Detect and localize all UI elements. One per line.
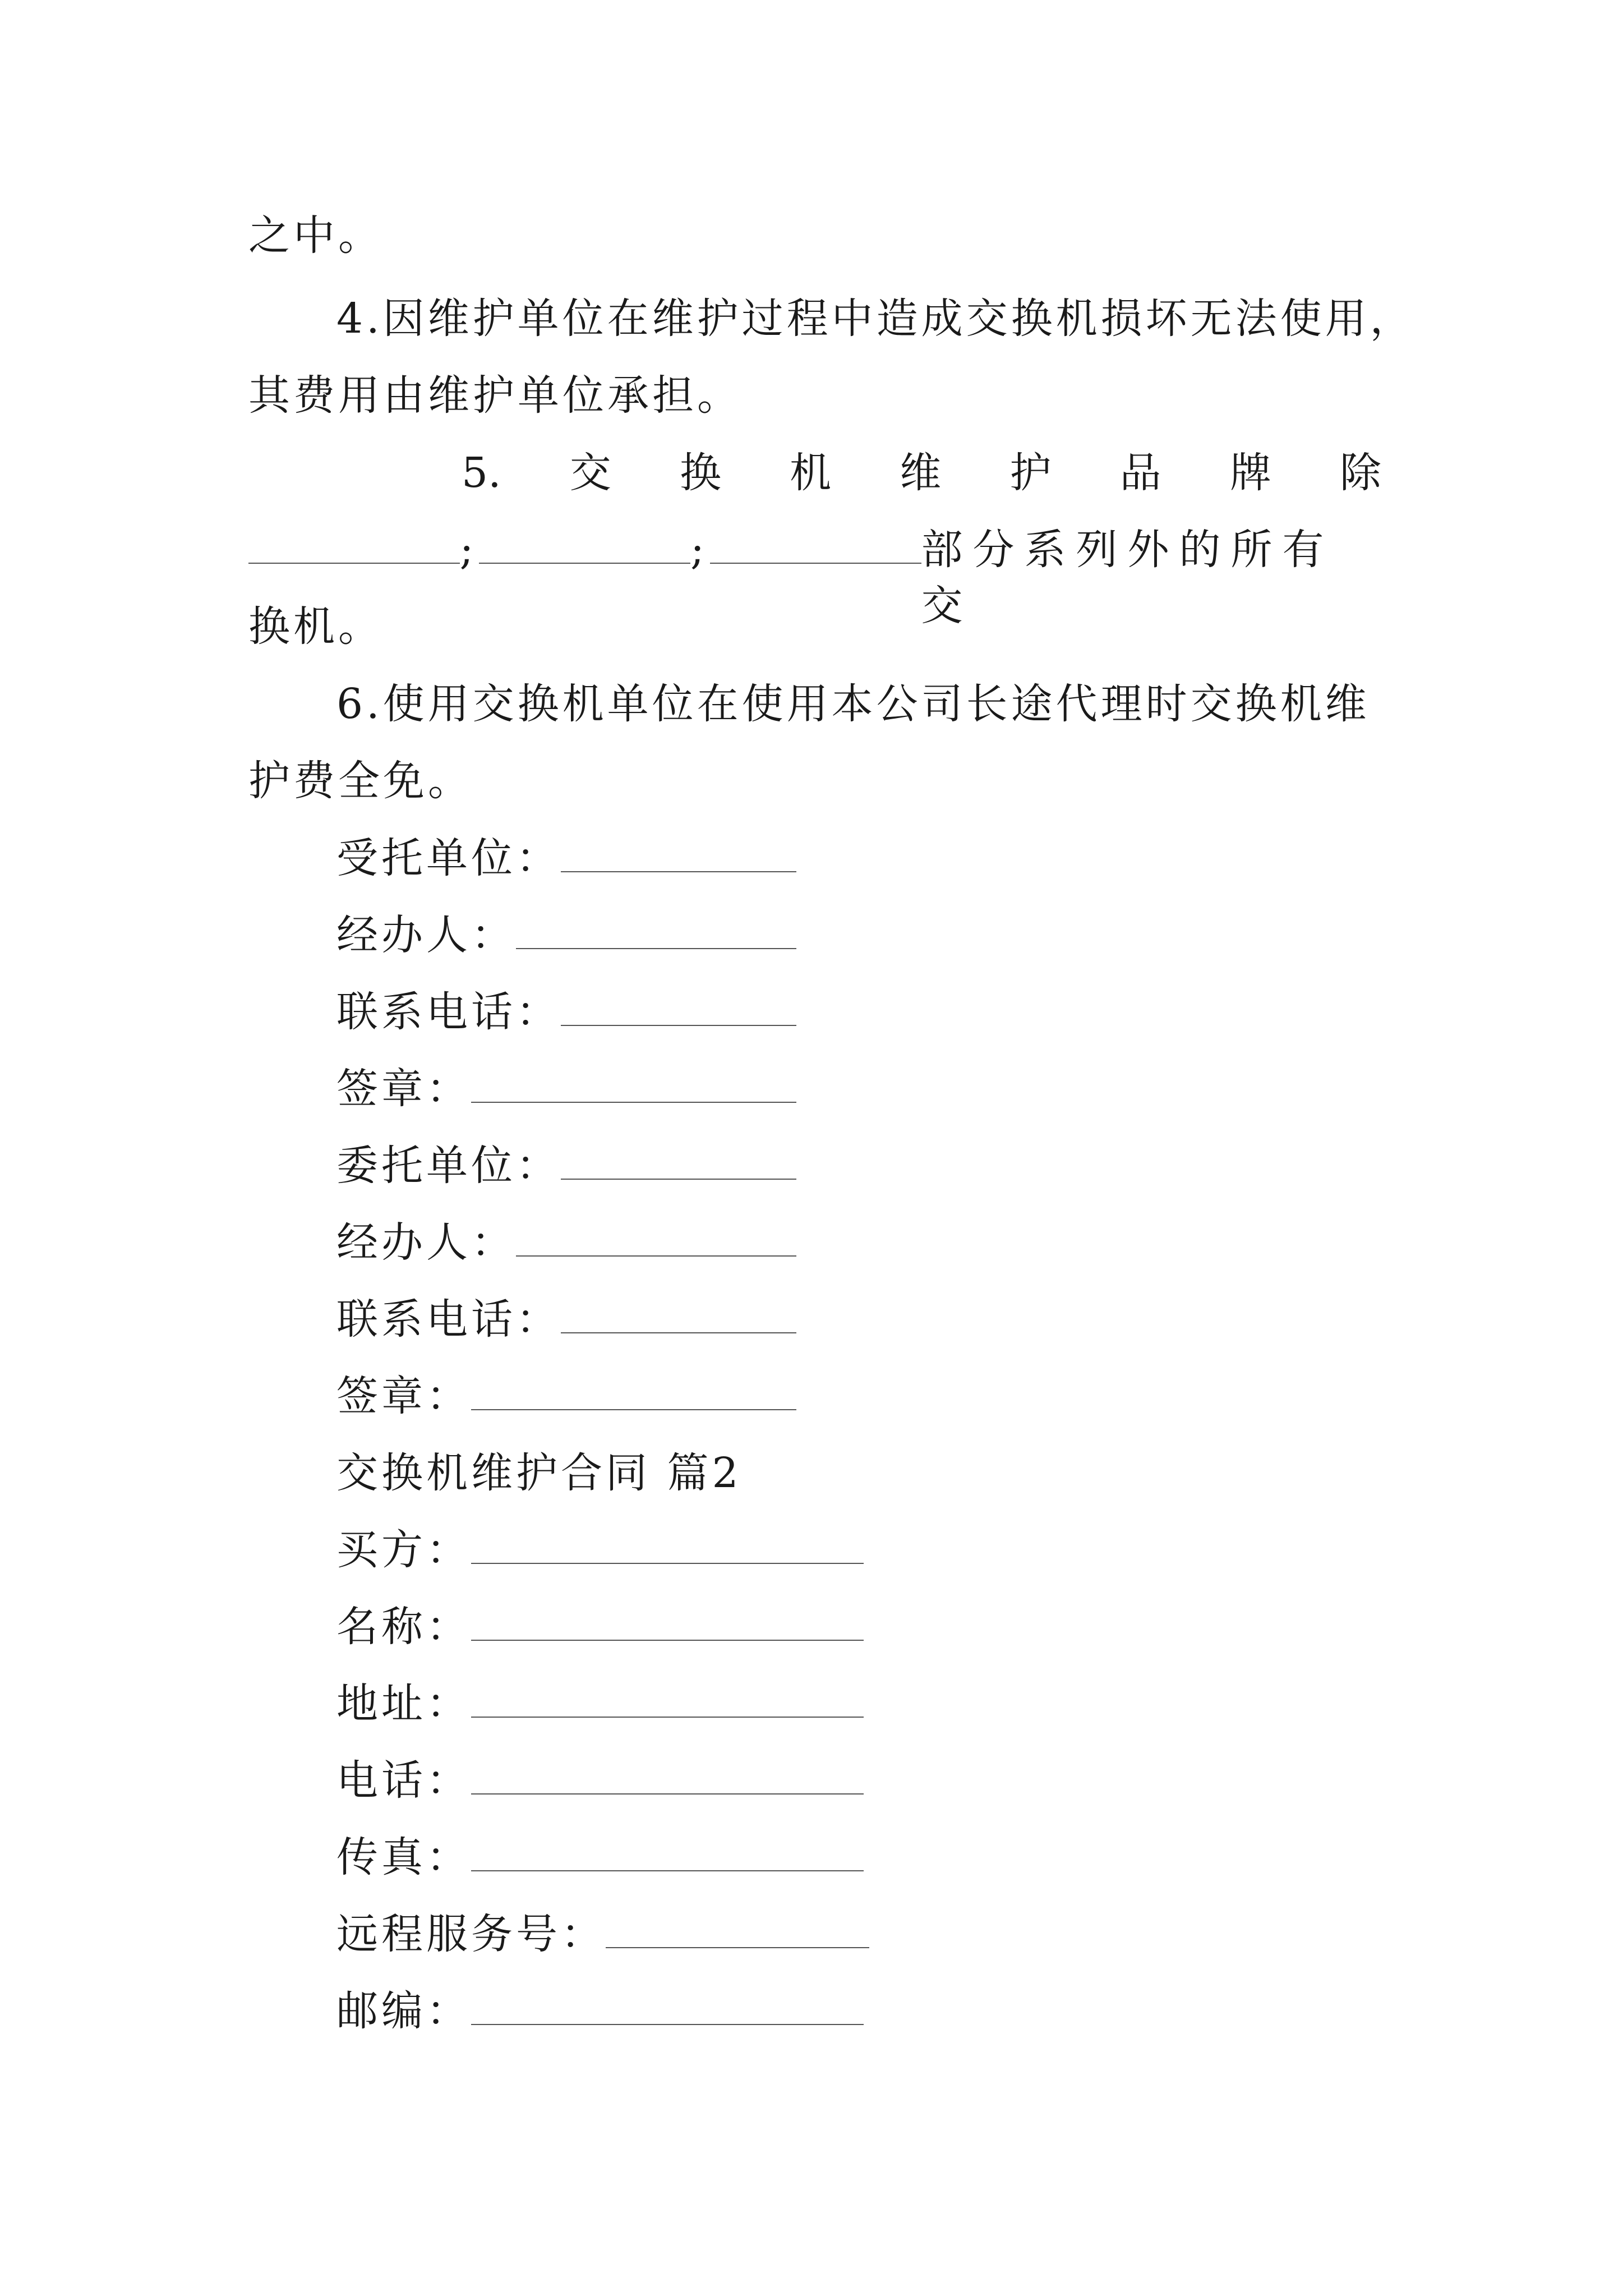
brand-blank-2[interactable] [479, 528, 690, 564]
name-row [336, 1599, 864, 1655]
clause-5-word: 除 [1339, 449, 1381, 497]
postcode-label: 邮编： [336, 1987, 471, 2035]
fax-label: 传真： [336, 1833, 471, 1881]
clause-5-word: 护 [1009, 449, 1052, 497]
client-seal-row [336, 1368, 796, 1424]
trustee-unit-row [336, 830, 796, 886]
trustee-handler-row [336, 907, 796, 963]
clause-5-word: 交 [569, 449, 611, 497]
name-field[interactable] [471, 1605, 864, 1641]
client-seal-label: 签章： [336, 1372, 471, 1420]
clause-4-line-2: 其费用由维护单位承担。 [248, 371, 742, 420]
brand-blank-3[interactable] [710, 528, 921, 564]
trustee-seal-row [336, 1061, 796, 1117]
clause-5-word: 品 [1119, 449, 1161, 497]
trustee-phone-label: 联系电话： [336, 988, 561, 1036]
clause-5-word: 机 [790, 449, 832, 497]
address-field[interactable] [471, 1682, 864, 1718]
buyer-row [336, 1522, 864, 1578]
clause-5-word: 维 [900, 449, 942, 497]
trustee-handler-label: 经办人： [336, 911, 516, 959]
remote-service-label: 远程服务号： [336, 1910, 606, 1958]
clause-4-line-1: 4.因维护单位在维护过程中造成交换机损坏无法使用， [336, 295, 1415, 343]
trustee-unit-label: 受托单位： [336, 834, 561, 882]
fax-field[interactable] [471, 1835, 864, 1871]
clause-5-word: 换 [679, 449, 721, 497]
buyer-field[interactable] [471, 1528, 864, 1564]
clause-5-line-2 [248, 522, 1381, 634]
fax-row [336, 1829, 864, 1885]
phone-field[interactable] [471, 1759, 864, 1795]
trustee-seal-label: 签章： [336, 1065, 471, 1113]
client-unit-field[interactable] [561, 1144, 796, 1180]
client-phone-label: 联系电话： [336, 1295, 561, 1343]
separator: ; [690, 526, 710, 574]
address-row [336, 1676, 864, 1732]
remote-service-field[interactable] [606, 1912, 869, 1948]
clause-6-line-2: 护费全免。 [248, 757, 473, 805]
client-phone-row [336, 1291, 796, 1347]
trustee-unit-field[interactable] [561, 836, 796, 872]
clause-5-word: 5. [462, 449, 501, 497]
clause-5-tail: 部分系列外的所有交 [921, 526, 1334, 630]
paragraph-end-text: 之中。 [248, 211, 383, 260]
clause-6-line-1: 6.使用交换机单位在使用本公司长途代理时交换机维 [336, 680, 1370, 728]
trustee-phone-row [336, 984, 796, 1040]
client-seal-field[interactable] [471, 1374, 796, 1410]
client-unit-label: 委托单位： [336, 1142, 561, 1190]
client-unit-row [336, 1138, 796, 1194]
clause-5-line-3: 换机。 [248, 602, 383, 651]
name-label: 名称： [336, 1603, 471, 1651]
section-2-heading: 交换机维护合同 篇2 [336, 1449, 742, 1497]
phone-row [336, 1752, 864, 1809]
trustee-seal-field[interactable] [471, 1067, 796, 1103]
client-handler-label: 经办人： [336, 1218, 516, 1267]
trustee-phone-field[interactable] [561, 990, 796, 1026]
clause-5-line-1 [248, 445, 1381, 501]
trustee-handler-field[interactable] [516, 913, 796, 949]
brand-blank-1[interactable] [248, 528, 460, 564]
client-phone-field[interactable] [561, 1297, 796, 1333]
clause-5-word: 牌 [1229, 449, 1271, 497]
separator: ; [459, 526, 479, 574]
remote-service-row [336, 1906, 869, 1962]
client-handler-field[interactable] [516, 1221, 796, 1257]
postcode-row [336, 1983, 864, 2039]
client-handler-row [336, 1214, 796, 1271]
phone-label: 电话： [336, 1756, 471, 1805]
address-label: 地址： [336, 1680, 471, 1728]
buyer-label: 买方： [336, 1526, 471, 1574]
postcode-field[interactable] [471, 1989, 864, 2025]
